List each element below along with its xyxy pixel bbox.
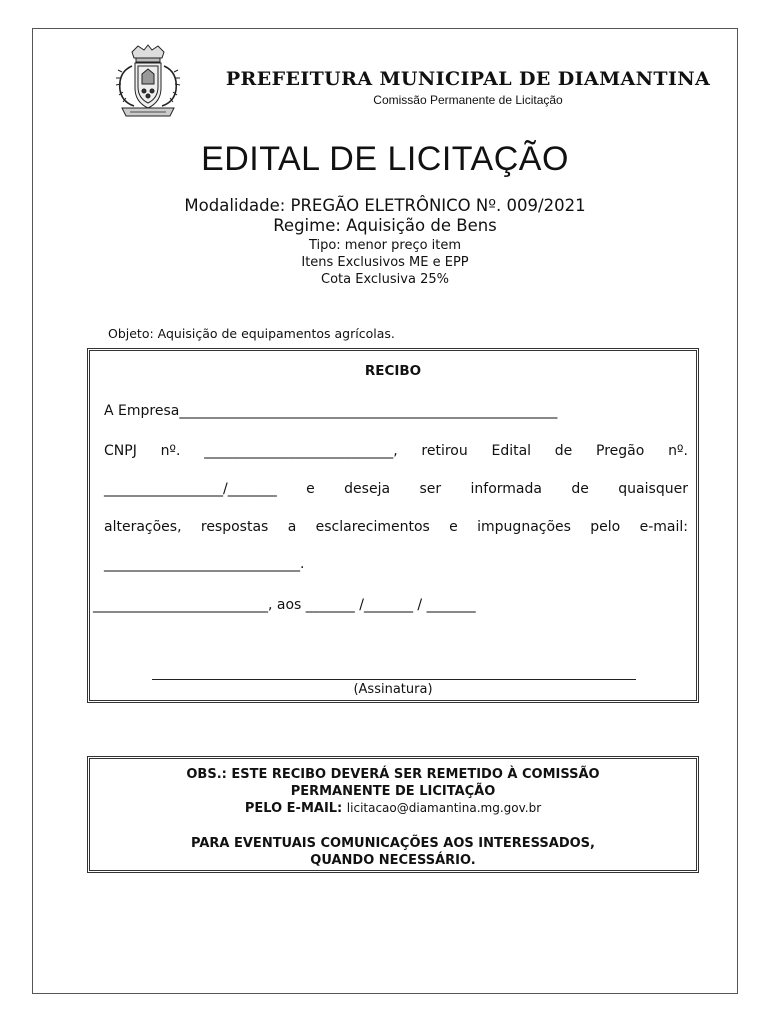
receipt-box	[87, 348, 699, 703]
notification-line	[104, 519, 688, 535]
objeto-line: Objeto: Aquisição de equipamentos agrícolas.	[108, 326, 395, 341]
justified-word: Edital	[491, 443, 532, 459]
org-subtitle: Comissão Permanente de Licitação	[373, 93, 563, 107]
signature-label: (Assinatura)	[353, 682, 433, 697]
email-blank-line: ____________________________.	[104, 556, 305, 572]
justified-word: nº.	[668, 443, 688, 459]
document-title: EDITAL DE LICITAÇÃO	[201, 140, 569, 178]
obs-box	[87, 756, 699, 873]
obs-email-line	[90, 801, 696, 816]
justified-word: e-mail:	[639, 519, 688, 535]
justified-word: Pregão	[596, 443, 645, 459]
justified-word: e	[449, 519, 458, 535]
justified-word: deseja	[344, 481, 391, 497]
justified-word: pelo	[590, 519, 621, 535]
org-name: PREFEITURA MUNICIPAL DE DIAMANTINA	[225, 68, 711, 90]
modalidade-line: Modalidade: PREGÃO ELETRÔNICO Nº. 009/2021	[184, 196, 586, 215]
justified-word: respostas	[200, 519, 269, 535]
receipt-title: RECIBO	[364, 363, 422, 379]
obs-line-1: OBS.: ESTE RECIBO DEVERÁ SER REMETIDO À COMISSÃO	[186, 767, 600, 782]
itens-line: Itens Exclusivos ME e EPP	[301, 255, 469, 270]
justified-word: ser	[419, 481, 442, 497]
justified-word: quaisquer	[618, 481, 688, 497]
justified-word: retirou	[421, 443, 468, 459]
justified-word: CNPJ	[104, 443, 137, 459]
justified-word: _________________/_______	[104, 481, 277, 497]
cota-line: Cota Exclusiva 25%	[321, 272, 449, 287]
justified-word: e	[306, 481, 315, 497]
empresa-line: A Empresa______________________________________________________	[104, 403, 558, 419]
justified-word: de	[554, 443, 573, 459]
obs-email-address[interactable]: licitacao@diamantina.mg.gov.br	[346, 801, 542, 815]
tipo-line: Tipo: menor preço item	[308, 238, 462, 253]
signature-line	[152, 679, 636, 680]
justified-word: informada	[470, 481, 542, 497]
obs-line-4: PARA EVENTUAIS COMUNICAÇÕES AOS INTERESSADOS,	[191, 836, 595, 851]
obs-line-5: QUANDO NECESSÁRIO.	[310, 853, 476, 868]
municipal-coat-of-arms-icon	[108, 42, 188, 122]
justified-word: nº.	[160, 443, 181, 459]
regime-line: Regime: Aquisição de Bens	[273, 216, 497, 235]
cnpj-line	[104, 443, 688, 459]
justified-word: ___________________________,	[204, 443, 398, 459]
pregao-number-line	[104, 481, 688, 497]
obs-email-label: PELO E-MAIL:	[244, 801, 343, 816]
justified-word: alterações,	[104, 519, 182, 535]
justified-word: a	[287, 519, 297, 535]
justified-word: de	[571, 481, 589, 497]
justified-word: impugnações	[477, 519, 571, 535]
place-date-line: _________________________, aos _______ /_______ / _______	[93, 597, 476, 613]
justified-word: esclarecimentos	[315, 519, 430, 535]
obs-line-2: PERMANENTE DE LICITAÇÃO	[290, 784, 496, 799]
